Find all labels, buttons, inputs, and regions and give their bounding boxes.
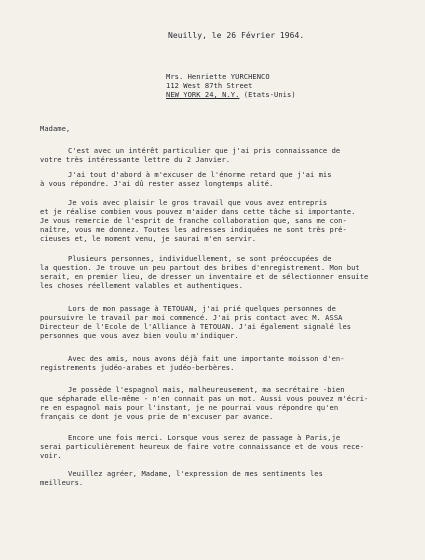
body-line: français ce dont je vous prie de m'excuser par avance.: [40, 412, 274, 421]
body-line: Avec des amis, nous avons déjà fait une importante moisson d'en-: [68, 354, 345, 363]
body-line: votre très intéressante lettre du 2 Janvier.: [40, 155, 231, 164]
body-line: à vous répondre. J'ai dû rester assez longtemps alité.: [40, 179, 274, 188]
body-line: Je vous remercie de l'esprit de franche collaboration que, sans me con-: [40, 216, 347, 225]
body-line: J'ai tout d'abord à m'excuser de l'énorme retard que j'ai mis: [68, 170, 332, 179]
closing-line: meilleurs.: [40, 478, 84, 487]
body-line: et je réalise combien vous pouvez m'aider dans cette tâche si importante.: [40, 207, 356, 216]
body-line: les choses réellement valables et authentiques.: [40, 281, 244, 290]
closing-line: Veuillez agréer, Madame, l'expression de mes sentiments les: [68, 469, 323, 478]
body-line: serai particulièrement heureux de faire votre connaissance et de vous rece-: [40, 442, 365, 451]
body-line: Lors de mon passage à TETOUAN, j'ai prié quelques personnes de: [68, 304, 336, 313]
body-line: naître, vous me donnez. Toutes les adresses indiquées ne sont très pré-: [40, 225, 347, 234]
body-line: C'est avec un intérêt particulier que j'ai pris connaissance de: [68, 146, 341, 155]
body-line: registrements judéo-arabes et judéo-berbères.: [40, 363, 235, 372]
body-line: Plusieurs personnes, individuellement, se sont préoccupées de: [68, 254, 332, 263]
recipient-country: (Etats-Unis): [239, 90, 296, 99]
body-line: cieuses et, le moment venu, je saurai m'en servir.: [40, 234, 257, 243]
body-line: voir.: [40, 451, 62, 460]
recipient-name: Mrs. Henriette YURCHENCO: [166, 72, 270, 81]
body-line: re en espagnol mais pour l'instant, je ne pourrai vous répondre qu'en: [40, 403, 339, 412]
body-line: poursuivre le travail par moi commencé. J'ai pris contact avec M. ASSA: [40, 313, 343, 322]
body-line: personnes que vous avez bien voulu m'indiquer.: [40, 331, 239, 340]
recipient-city-line: [166, 91, 296, 99]
body-line: la question. Je trouve un peu partout des bribes d'enregistrement. Mon but: [40, 263, 360, 272]
body-line: Je vois avec plaisir le gros travail que vous avez entrepris: [68, 198, 328, 207]
recipient-street: 112 West 87th Street: [166, 81, 253, 90]
body-line: Je possède l'espagnol mais, malheureusement, ma secrétaire -bien: [68, 385, 345, 394]
body-line: Directeur de l'Ecole de l'Alliance à TETOUAN. J'ai également signalé les: [40, 322, 352, 331]
date-line: Neuilly, le 26 Février 1964.: [168, 31, 305, 40]
body-line: Encore une fois merci. Lorsque vous serez de passage à Paris,je: [68, 433, 341, 442]
body-line: que sépharade elle-même - n'en connait pas un mot. Aussi vous pouvez m'écri-: [40, 394, 369, 403]
salutation: Madame,: [40, 124, 71, 133]
recipient-city: NEW YORK 24, N.Y.: [166, 90, 240, 99]
body-line: serait, en premier lieu, de dresser un inventaire et de sélectionner ensuite: [40, 272, 369, 281]
